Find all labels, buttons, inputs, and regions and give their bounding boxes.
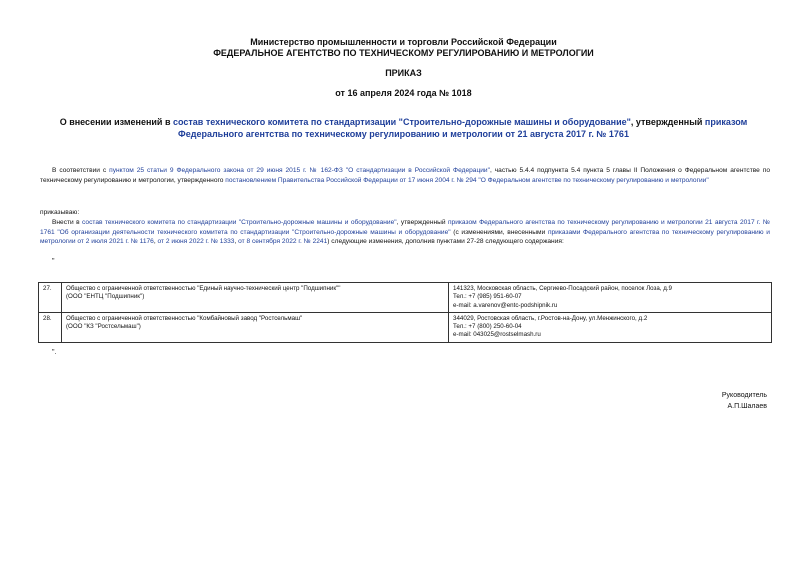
title-text: , утвержденный xyxy=(630,117,705,127)
title-text: О внесении изменений в xyxy=(59,117,173,127)
intro-link-law[interactable]: пунктом 25 статьи 9 Федерального закона от 29 июня 2015 г. № 162-ФЗ "О стандартизации в Российской Федерации" xyxy=(109,167,490,174)
body-text: , утвержденный xyxy=(396,219,448,226)
organization-short-name: (ООО "КЗ "Ростсельмаш") xyxy=(66,323,141,331)
title-link-committee[interactable]: состав технического комитета по стандартизации "Строительно-дорожные машины и оборудование" xyxy=(173,117,631,127)
body-link-order-1176[interactable]: приказами Федерального агентства по техническому регулированию и метрологии от 2 июля 2021 г. № 1176 xyxy=(40,228,770,245)
email-line: e-mail: 043025@rostselmash.ru xyxy=(453,331,541,339)
body-paragraph xyxy=(40,218,770,247)
email-line: e-mail: a.varenov@entc-podshipnik.ru xyxy=(453,301,558,309)
ministry-heading: Министерство промышленности и торговли Российской Федерации xyxy=(250,37,557,47)
phone-line: Тел.: +7 (985) 951-60-07 xyxy=(453,293,522,301)
address-cell xyxy=(449,312,772,342)
table-row xyxy=(39,312,772,342)
intro-text: , частью 5.4.4 подпункта 5.4 пункта 5 главы II Положения о Федеральном агентстве по техническому регулированию и метрологии, утвержденного xyxy=(40,167,771,184)
address-cell xyxy=(449,283,772,313)
body-link-committee[interactable]: состав технического комитета по стандартизации "Строительно-дорожные машины и оборудование" xyxy=(82,219,397,226)
organization-cell xyxy=(62,283,449,313)
intro-paragraph xyxy=(40,166,770,185)
body-link-order-2241[interactable]: от 8 сентября 2022 г. № 2241 xyxy=(238,238,328,245)
organization-name: Общество с ограниченной ответственностью "Единый научно-технический центр "Подшипник"" xyxy=(66,285,341,292)
organization-cell xyxy=(62,312,449,342)
row-number: 27. xyxy=(39,283,62,313)
address-line: 344029, Ростовская область, г.Ростов-на-Дону, ул.Менжинского, д.2 xyxy=(453,314,648,322)
document-title xyxy=(40,116,767,140)
close-quote-mark: ". xyxy=(52,349,57,356)
row-number: 28. xyxy=(39,312,62,342)
organization-name: Общество с ограниченной ответственностью "Комбайновый завод "Ростсельмаш" xyxy=(66,314,303,322)
signature-name: А.П.Шалаев xyxy=(727,403,767,410)
body-text: (с изменениями, внесенными xyxy=(450,228,548,236)
title-link-order[interactable]: приказом Федерального агентства по техническому регулированию и метрологии от 21 августа 2017 г. № 1761 xyxy=(178,117,748,139)
body-link-order-1333[interactable]: от 2 июня 2022 г. № 1333 xyxy=(157,238,235,245)
open-quote-mark: " xyxy=(52,258,55,265)
phone-line: Тел.: +7 (800) 250-60-04 xyxy=(453,323,522,331)
body-text: Внести в xyxy=(52,219,83,226)
address-line: 141323, Московская область, Сергиево-Посадский район, поселок Лоза, д.9 xyxy=(453,285,672,292)
organizations-table xyxy=(38,282,772,343)
body-link-order-1761[interactable]: приказом Федерального агентства по техническому регулированию и метрологии 21 августа 2017 г. № 1761 "Об организации деятельности технического комитета по стандартизации "Строительно-дорожные машины и оборудование" xyxy=(40,219,770,236)
date-number-heading: от 16 апреля 2024 года № 1018 xyxy=(335,88,472,98)
table-row xyxy=(39,283,772,313)
body-text: , xyxy=(234,238,239,245)
agency-heading: ФЕДЕРАЛЬНОЕ АГЕНТСТВО ПО ТЕХНИЧЕСКОМУ РЕГУЛИРОВАНИЮ И МЕТРОЛОГИИ xyxy=(213,48,594,58)
body-text: ) следующие изменения, дополнив пунктами 27-28 следующего содержания: xyxy=(327,238,564,245)
signature-position: Руководитель xyxy=(721,392,767,399)
organization-short-name: (ООО "ЕНТЦ "Подшипник") xyxy=(66,293,145,301)
intro-link-decree[interactable]: постановлением Правительства Российской Федерации от 17 июня 2004 г. № 294 "О Федеральном агентстве по техническому регулированию и метрологии" xyxy=(225,176,709,184)
intro-text: В соответствии с xyxy=(52,167,110,174)
order-word: приказываю: xyxy=(40,209,80,216)
body-text: , xyxy=(153,238,158,245)
doc-type-heading: ПРИКАЗ xyxy=(385,68,422,78)
